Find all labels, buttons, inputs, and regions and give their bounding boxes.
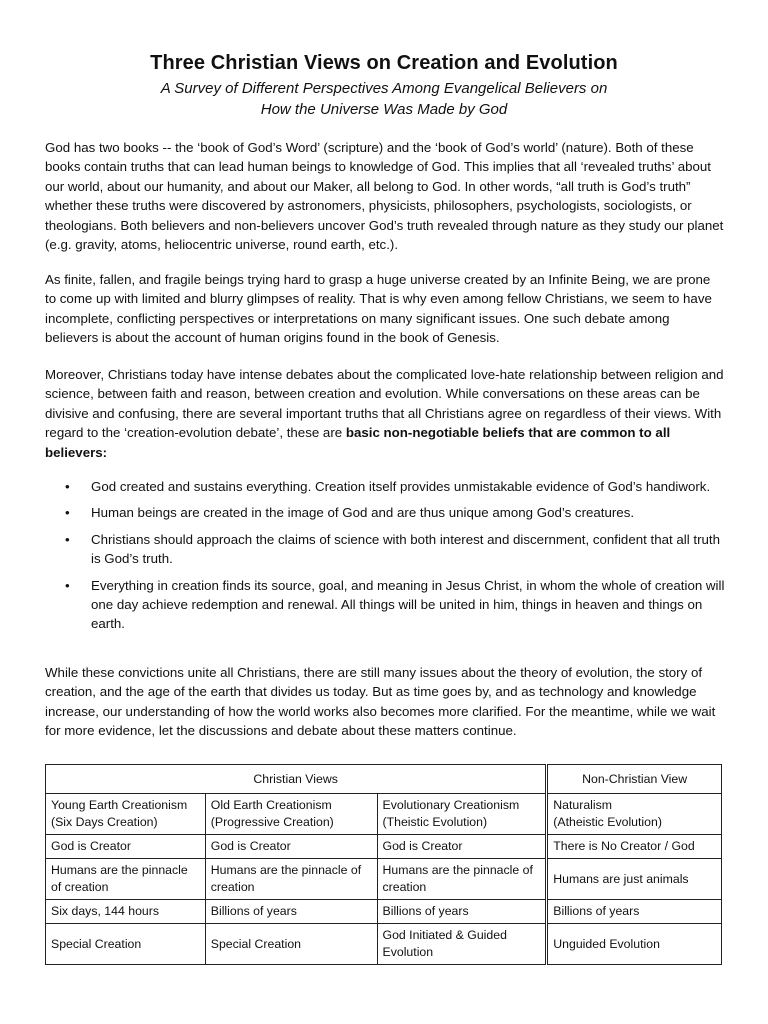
- paragraph-convictions: While these convictions unite all Christians, there are still many issues about the theory of evolution, the story of creation, and the age of the earth that divides us today. But as time goes by, and as technology and knowledge increase, our understanding of how the world works also becomes more clarified. For the meantime, while we wait for more evidence, let the discussions and debate about these matters continue.: [45, 665, 716, 739]
- column-header-alt: (Six Days Creation): [51, 815, 158, 829]
- column-header-alt: (Theistic Evolution): [382, 815, 488, 829]
- bullet-icon: •: [65, 505, 70, 521]
- table-cell: Humans are the pinnacle of creation: [377, 859, 547, 900]
- table-cell: God is Creator: [46, 835, 206, 859]
- belief-text: God created and sustains everything. Creation itself provides unmistakable evidence of God’s handiwork.: [91, 479, 711, 494]
- paragraph-finite-beings: As finite, fallen, and fragile beings trying hard to grasp a huge universe created by an Infinite Being, we are prone to come up with limited and blurry glimpses of reality. That is why even among fellow Christians, we seem to have incomplete, conflicting perspectives or interpretations on many significant issues. One such debate among believers is about the account of human origins found in the book of Genesis.: [45, 272, 712, 346]
- table-row: [46, 835, 722, 859]
- table-cell: God Initiated & Guided Evolution: [377, 924, 547, 965]
- bullet-icon: •: [65, 479, 70, 494]
- table-cell: There is No Creator / God: [547, 835, 722, 859]
- table-cell: Unguided Evolution: [547, 924, 722, 965]
- table-cell: Humans are the pinnacle of creation: [46, 859, 206, 900]
- column-header-name: Young Earth Creationism: [51, 798, 188, 812]
- column-header-alt: (Atheistic Evolution): [553, 815, 662, 829]
- belief-text: Christians should approach the claims of science with both interest and discernment, confident that all truth is God’s truth.: [91, 531, 720, 567]
- column-header: [377, 794, 547, 835]
- page-title: Three Christian Views on Creation and Evolution: [150, 52, 618, 74]
- table-row: [46, 900, 722, 924]
- column-header-name: Old Earth Creationism: [210, 798, 332, 812]
- table-cell: Humans are the pinnacle of creation: [205, 859, 377, 900]
- belief-text: Everything in creation finds its source, goal, and meaning in Jesus Christ, in whom the whole of creation will one day achieve redemption and renewal. All things will be united in him, things in heaven and things on earth.: [91, 577, 725, 632]
- non-christian-view-header: Non-Christian View: [547, 765, 722, 794]
- table-cell: Billions of years: [547, 900, 722, 924]
- page-subtitle: [0, 78, 768, 120]
- column-header: [205, 794, 377, 835]
- column-header-alt: (Progressive Creation): [210, 815, 334, 829]
- column-header-name: Naturalism: [553, 798, 613, 812]
- table-cell: God is Creator: [205, 835, 377, 859]
- beliefs-list: [45, 477, 725, 641]
- paragraph-debates-text: Moreover, Christians today have intense debates about the complicated love-hate relationship between religion and science, between faith and reason, between creation and evolution. While conversations on these areas can be divisive and confusing, there are several important truths that all Christians agree on regardless of their views. With regard to the ‘creation-evolution debate’, these are: [45, 367, 724, 441]
- column-header: [547, 794, 722, 835]
- views-table: [45, 764, 722, 965]
- table-cell: Billions of years: [205, 900, 377, 924]
- table-cell: Special Creation: [205, 924, 377, 965]
- table-column-header-row: [46, 794, 722, 835]
- table-cell: Special Creation: [46, 924, 206, 965]
- list-item: [45, 576, 725, 634]
- table-cell: God is Creator: [377, 835, 547, 859]
- belief-text: Human beings are created in the image of God and are thus unique among God’s creatures.: [91, 505, 635, 521]
- table-cell: Billions of years: [377, 900, 547, 924]
- list-item: [45, 477, 725, 496]
- list-item: [45, 530, 725, 569]
- paragraph-debates: [45, 365, 725, 462]
- column-header: [46, 794, 206, 835]
- table-row: [46, 859, 722, 900]
- subtitle-line-2: How the Universe Was Made by God: [260, 101, 508, 118]
- list-item: [45, 503, 725, 522]
- column-header-name: Evolutionary Creationism: [382, 798, 520, 812]
- table-group-header-row: [46, 765, 722, 794]
- subtitle-line-1: A Survey of Different Perspectives Among Evangelical Believers on: [160, 80, 608, 97]
- bullet-icon: •: [65, 577, 70, 593]
- paragraph-debates-bold: basic non-negotiable beliefs that are common to all believers:: [45, 425, 671, 460]
- bullet-icon: •: [65, 531, 70, 547]
- christian-views-header: Christian Views: [46, 765, 547, 794]
- table-cell: Six days, 144 hours: [46, 900, 206, 924]
- table-cell: Humans are just animals: [547, 859, 722, 900]
- table-row: [46, 924, 722, 965]
- paragraph-two-books: God has two books -- the ‘book of God’s Word’ (scripture) and the ‘book of God’s world’ (nature). Both of these books contain truths that can lead human beings to knowledge of God. This implies that all ‘revealed truths’ about our world, about our humanity, and about our Maker, all belong to God. In other words, “all truth is God’s truth” whether these truths were discovered by astronomers, physicists, philosophers, psychologists, sociologists, or theologians. Both believers and non-believers uncover God’s truth revealed through nature as they study our planet (e.g. gravity, atoms, heliocentric universe, round earth, etc.).: [45, 140, 724, 253]
